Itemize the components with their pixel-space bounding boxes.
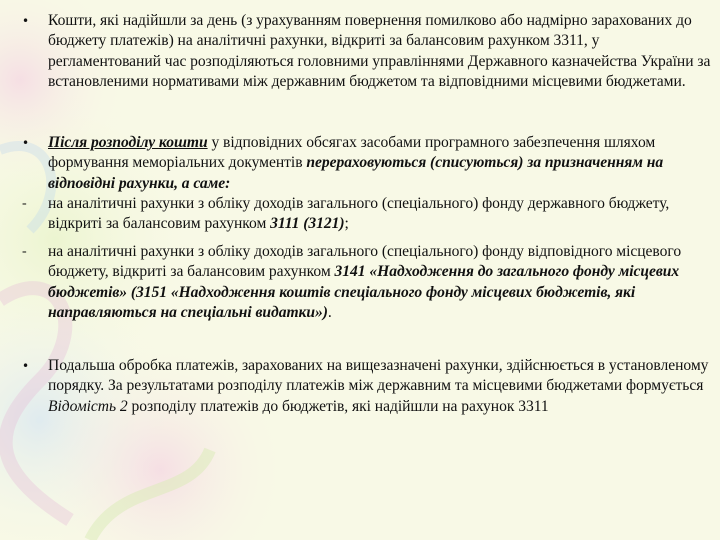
text-run: ; — [344, 215, 349, 233]
text-run: на аналітичні рахунки з обліку доходів загального (спеціального) фонду державного бюджету, відкриті за балансовим рахунком — [48, 195, 670, 233]
bullet-item-1 — [22, 11, 712, 92]
text-run: . — [327, 303, 332, 321]
bullet-item-5 — [22, 356, 712, 417]
bullet-text — [48, 11, 712, 92]
text-run: Подальша обробка платежів, зарахованих на вищезазначені рахунки, здійснюється в установленому порядку. За результатами розподілу платежів між державним та місцевими бюджетами формується — [48, 357, 709, 395]
bullet-text — [48, 242, 712, 323]
text-run: на аналітичні рахунки з обліку доходів загального (спеціального) фонду відповідного місцевого бюджету, відкриті за балансовим рахунком — [48, 243, 682, 281]
dash-marker: - — [22, 244, 27, 259]
emphasis-text: Після розподілу кошти — [48, 134, 208, 151]
dash-marker: - — [22, 196, 27, 211]
emphasis-text: перераховуються (списуються) за призначенням на відповідні рахунки, а саме: — [48, 154, 664, 192]
text-run: розподілу платежів до бюджетів, які надійшли на рахунок 3311 — [127, 397, 549, 415]
text-run: Кошти, які надійшли за день (з урахуванням повернення помилково або надмірно зарахованих до бюджету платежів) на аналітичні рахунки, відкриті за балансовим рахунком 3311, у регламентований час розподіляються головними управліннями Державного казначейства України за встановленими нормативами між державним бюджетом та відповідними місцевими бюджетами. — [48, 12, 711, 90]
bullet-text — [48, 133, 712, 194]
bullet-item-2 — [22, 133, 712, 194]
bullet-text — [48, 356, 712, 417]
bullet-marker: • — [22, 359, 30, 373]
bullet-marker: • — [22, 14, 30, 28]
emphasis-text: 3111 (3121) — [270, 215, 345, 233]
bullet-marker: • — [22, 136, 30, 150]
emphasis-text: Відомість 2 — [48, 397, 128, 415]
text-run: у відповідних обсягах засобами програмного забезпечення шляхом формування меморіальних документів — [48, 134, 656, 172]
bullet-text — [48, 194, 712, 235]
emphasis-text: 3141 «Надходження до загального фонду місцевих бюджетів» (3151 «Надходження коштів спеціального фонду місцевих бюджетів, які направляються на спеціальні видатки») — [48, 263, 680, 321]
bullet-item-3 — [22, 194, 712, 235]
bullet-item-4 — [22, 242, 712, 323]
